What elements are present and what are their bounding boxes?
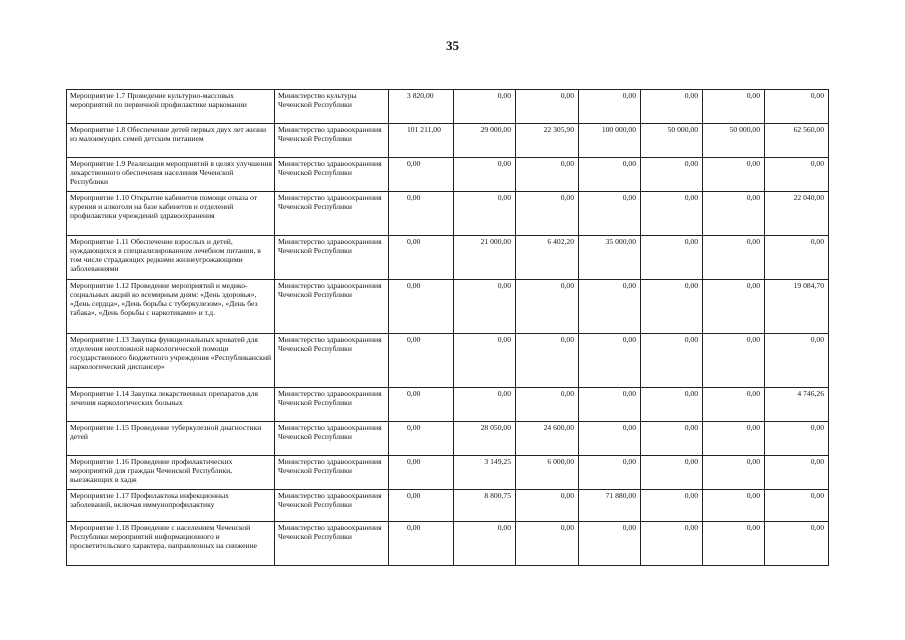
table-row xyxy=(67,192,829,236)
amount-cell: 6 402,20 xyxy=(516,236,579,280)
amount-cell: 0,00 xyxy=(389,280,454,334)
amount-cell: 0,00 xyxy=(641,192,703,236)
amount-cell: 0,00 xyxy=(454,158,516,192)
amount-cell: 0,00 xyxy=(389,192,454,236)
amount-cell: 0,00 xyxy=(703,280,765,334)
amount-cell: 0,00 xyxy=(641,334,703,388)
amount-cell: 0,00 xyxy=(765,158,829,192)
amount-cell: 0,00 xyxy=(579,280,641,334)
amount-cell: 0,00 xyxy=(516,522,579,566)
amount-cell: 0,00 xyxy=(703,236,765,280)
amount-cell: 101 211,00 xyxy=(389,124,454,158)
amount-cell: 0,00 xyxy=(516,490,579,522)
event-cell: Мероприятие 1.17 Профилактика инфекционных заболеваний, включая иммунопрофилактику xyxy=(67,490,275,522)
executor-cell: Министерство здравоохранения Чеченской Республики xyxy=(275,490,389,522)
event-cell: Мероприятие 1.14 Закупка лекарственных препаратов для лечения наркологических больных xyxy=(67,388,275,422)
executor-cell: Министерство здравоохранения Чеченской Республики xyxy=(275,388,389,422)
amount-cell: 50 000,00 xyxy=(703,124,765,158)
event-cell: Мероприятие 1.18 Проведение с населением Чеченской Республики мероприятий информационного и просветительского характера, направленных на снижение xyxy=(67,522,275,566)
amount-cell: 62 560,00 xyxy=(765,124,829,158)
amount-cell: 0,00 xyxy=(641,490,703,522)
amount-cell: 0,00 xyxy=(454,334,516,388)
amount-cell: 0,00 xyxy=(454,192,516,236)
table-row xyxy=(67,158,829,192)
amount-cell: 0,00 xyxy=(579,388,641,422)
event-cell: Мероприятие 1.10 Открытие кабинетов помощи отказа от курения и алкоголя на базе кабинетов и отделений профилактики учреждений здравоохранения xyxy=(67,192,275,236)
executor-cell: Министерство здравоохранения Чеченской Республики xyxy=(275,236,389,280)
amount-cell: 22 040,00 xyxy=(765,192,829,236)
amount-cell: 0,00 xyxy=(579,422,641,456)
amount-cell: 0,00 xyxy=(389,334,454,388)
amount-cell: 0,00 xyxy=(703,158,765,192)
table-row xyxy=(67,388,829,422)
table-row xyxy=(67,456,829,490)
table-row xyxy=(67,90,829,124)
event-cell: Мероприятие 1.7 Проведение культурно-массовых мероприятий по первичной профилактике наркомании xyxy=(67,90,275,124)
event-cell: Мероприятие 1.16 Проведение профилактических мероприятий для граждан Чеченской Республики, выезжающих в хадж xyxy=(67,456,275,490)
table-row xyxy=(67,124,829,158)
amount-cell: 0,00 xyxy=(765,490,829,522)
budget-table xyxy=(66,89,829,566)
table-row xyxy=(67,280,829,334)
executor-cell: Министерство здравоохранения Чеченской Республики xyxy=(275,280,389,334)
amount-cell: 8 800,75 xyxy=(454,490,516,522)
amount-cell: 0,00 xyxy=(703,388,765,422)
amount-cell: 0,00 xyxy=(641,280,703,334)
amount-cell: 0,00 xyxy=(389,522,454,566)
amount-cell: 0,00 xyxy=(765,236,829,280)
amount-cell: 0,00 xyxy=(516,90,579,124)
amount-cell: 0,00 xyxy=(454,90,516,124)
event-cell: Мероприятие 1.13 Закупка функциональных кроватей для отделения неотложной наркологической помощи государственного бюджетного учреждения «Республиканский наркологический диспансер» xyxy=(67,334,275,388)
amount-cell: 0,00 xyxy=(389,236,454,280)
table-row xyxy=(67,522,829,566)
table-body xyxy=(67,90,829,566)
table-row xyxy=(67,236,829,280)
executor-cell: Министерство культуры Чеченской Республики xyxy=(275,90,389,124)
amount-cell: 3 820,00 xyxy=(389,90,454,124)
executor-cell: Министерство здравоохранения Чеченской Республики xyxy=(275,422,389,456)
amount-cell: 0,00 xyxy=(765,456,829,490)
amount-cell: 0,00 xyxy=(389,158,454,192)
amount-cell: 0,00 xyxy=(765,422,829,456)
amount-cell: 0,00 xyxy=(454,388,516,422)
amount-cell: 0,00 xyxy=(765,90,829,124)
amount-cell: 0,00 xyxy=(641,456,703,490)
amount-cell: 0,00 xyxy=(703,422,765,456)
amount-cell: 4 746,26 xyxy=(765,388,829,422)
amount-cell: 22 305,90 xyxy=(516,124,579,158)
executor-cell: Министерство здравоохранения Чеченской Республики xyxy=(275,158,389,192)
amount-cell: 0,00 xyxy=(703,90,765,124)
amount-cell: 19 084,70 xyxy=(765,280,829,334)
executor-cell: Министерство здравоохранения Чеченской Республики xyxy=(275,124,389,158)
amount-cell: 0,00 xyxy=(703,490,765,522)
event-cell: Мероприятие 1.15 Проведение туберкулезной диагностики детей xyxy=(67,422,275,456)
amount-cell: 0,00 xyxy=(579,158,641,192)
amount-cell: 71 880,00 xyxy=(579,490,641,522)
amount-cell: 0,00 xyxy=(641,388,703,422)
executor-cell: Министерство здравоохранения Чеченской Республики xyxy=(275,192,389,236)
event-cell: Мероприятие 1.11 Обеспечение взрослых и детей, нуждающихся в специализированном лечебном питании, в том числе страдающих редкими жизнеугрожающими заболеваниями xyxy=(67,236,275,280)
event-cell: Мероприятие 1.9 Реализация мероприятий в целях улучшения лекарственного обеспечения населения Чеченской Республики xyxy=(67,158,275,192)
event-cell: Мероприятие 1.12 Проведение мероприятий и медико-социальных акций ко всемирным дням: «День здоровья», «День сердца», «День борьбы с туберкулезом», «День без табака», «День борьбы с наркотиками» и т.д. xyxy=(67,280,275,334)
amount-cell: 0,00 xyxy=(579,192,641,236)
amount-cell: 28 050,00 xyxy=(454,422,516,456)
amount-cell: 0,00 xyxy=(703,456,765,490)
amount-cell: 0,00 xyxy=(389,490,454,522)
executor-cell: Министерство здравоохранения Чеченской Республики xyxy=(275,334,389,388)
table-row xyxy=(67,422,829,456)
amount-cell: 0,00 xyxy=(389,456,454,490)
amount-cell: 0,00 xyxy=(389,388,454,422)
amount-cell: 0,00 xyxy=(516,192,579,236)
page-number: 35 xyxy=(446,38,459,53)
amount-cell: 0,00 xyxy=(389,422,454,456)
event-cell: Мероприятие 1.8 Обеспечение детей первых двух лет жизни из малоимущих семей детским питанием xyxy=(67,124,275,158)
amount-cell: 0,00 xyxy=(641,90,703,124)
amount-cell: 0,00 xyxy=(516,280,579,334)
amount-cell: 0,00 xyxy=(703,334,765,388)
executor-cell: Министерство здравоохранения Чеченской Республики xyxy=(275,522,389,566)
table-row xyxy=(67,334,829,388)
executor-cell: Министерство здравоохранения Чеченской Республики xyxy=(275,456,389,490)
amount-cell: 3 149,25 xyxy=(454,456,516,490)
amount-cell: 24 600,00 xyxy=(516,422,579,456)
amount-cell: 21 000,00 xyxy=(454,236,516,280)
amount-cell: 0,00 xyxy=(579,334,641,388)
amount-cell: 0,00 xyxy=(641,522,703,566)
amount-cell: 6 000,00 xyxy=(516,456,579,490)
amount-cell: 29 000,00 xyxy=(454,124,516,158)
amount-cell: 0,00 xyxy=(516,388,579,422)
amount-cell: 0,00 xyxy=(765,522,829,566)
amount-cell: 100 000,00 xyxy=(579,124,641,158)
amount-cell: 0,00 xyxy=(703,522,765,566)
amount-cell: 0,00 xyxy=(516,158,579,192)
amount-cell: 35 000,00 xyxy=(579,236,641,280)
amount-cell: 0,00 xyxy=(516,334,579,388)
amount-cell: 0,00 xyxy=(454,522,516,566)
amount-cell: 0,00 xyxy=(579,90,641,124)
amount-cell: 0,00 xyxy=(703,192,765,236)
amount-cell: 0,00 xyxy=(579,456,641,490)
amount-cell: 0,00 xyxy=(454,280,516,334)
amount-cell: 0,00 xyxy=(641,236,703,280)
table-row xyxy=(67,490,829,522)
amount-cell: 0,00 xyxy=(765,334,829,388)
amount-cell: 0,00 xyxy=(641,422,703,456)
amount-cell: 50 000,00 xyxy=(641,124,703,158)
amount-cell: 0,00 xyxy=(641,158,703,192)
amount-cell: 0,00 xyxy=(579,522,641,566)
